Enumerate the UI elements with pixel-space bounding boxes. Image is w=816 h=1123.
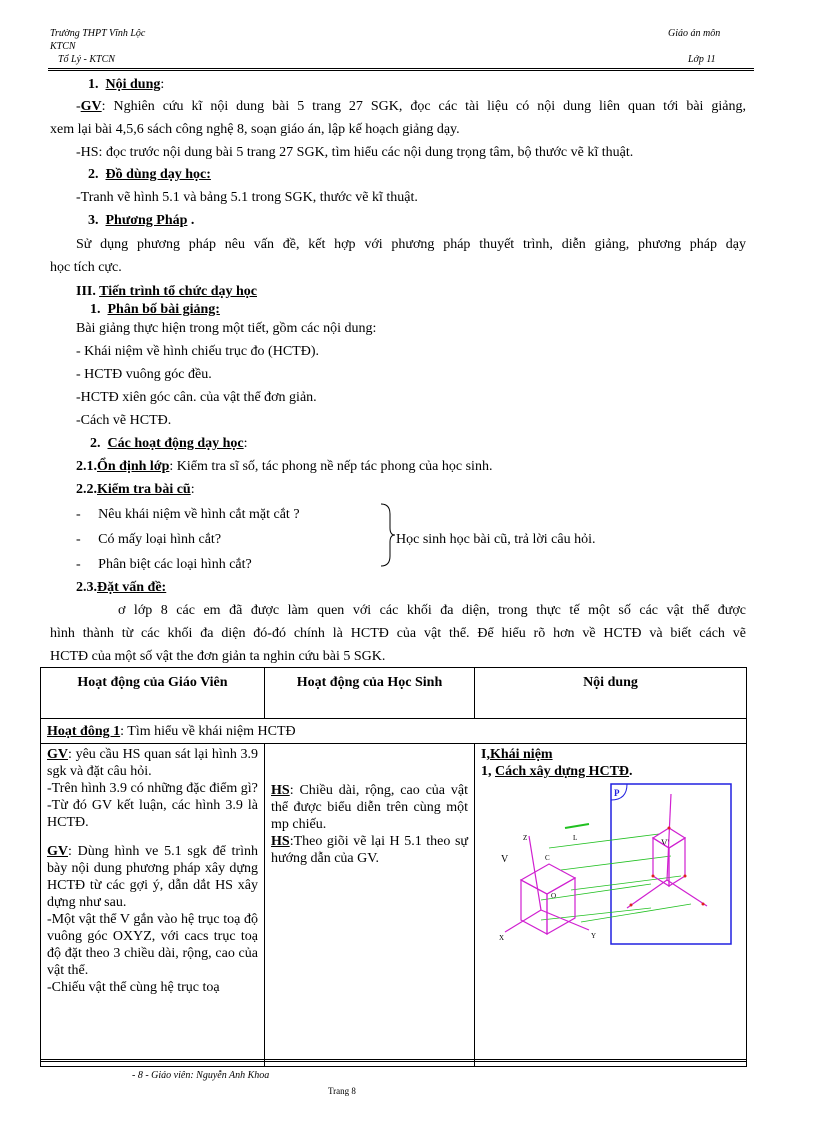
header-content: Nội dung (475, 668, 747, 719)
gv-prep-line-1: -GV: Nghiên cứu kĩ nội dung bài 5 trang 27 SGK, đọc các tài liệu có nội dung liên quan tới bài giảng, (76, 99, 746, 114)
activity-cell (41, 719, 747, 744)
hs-cell (265, 744, 475, 1067)
direction-l (565, 824, 589, 828)
phan-bo-heading (90, 300, 220, 320)
projection-plane (611, 784, 731, 944)
gv-text: : Dùng hình ve 5.1 sgk để trình bày nội dung phương pháp xây dựng HCTĐ từ các gợi ý, dẫn dắt HS xây dựng như sau. (47, 844, 258, 910)
ray (549, 834, 659, 848)
label-p: P (614, 788, 620, 798)
content-cell: I,Khái niệm 1, Cách xây dựng HCTĐ. P V V' L Z C O X Y (475, 744, 747, 1067)
point (702, 903, 705, 906)
class-name: Lớp 11 (688, 54, 716, 65)
object-v-prime (627, 794, 707, 908)
object-face (547, 878, 575, 934)
materials-text: -Tranh vẽ hình 5.1 và bảng 5.1 trong SGK, thước vẽ kĩ thuật. (76, 190, 418, 205)
gv-text: : yêu cầu HS quan sát lại hình 3.9 sgk và đặt câu hỏi. (47, 747, 258, 779)
point (668, 827, 671, 830)
section-3-title: Phương Pháp (105, 213, 188, 228)
table-row (41, 744, 747, 1067)
section-2-num: 2. (88, 167, 99, 182)
gv-label: GV (47, 844, 68, 859)
phan-bo-item: - HCTĐ vuông góc đều. (76, 367, 212, 382)
object-face (521, 864, 575, 894)
gv-conclusion: -Từ đó GV kết luận, các hình 3.9 là HCTĐ. (47, 798, 258, 830)
method-text-2: học tích cực. (50, 260, 122, 275)
on-dinh-line (76, 457, 492, 477)
gv-paragraph: -Chiếu vật thể cùng hệ trục toạ (47, 980, 220, 995)
footer-rule (40, 1059, 746, 1062)
section-1-title: Nội dung (105, 77, 161, 92)
hoat-dong-title: Các hoạt động dạy học (107, 436, 244, 451)
kiem-tra-question: - Phân biệt các loại hình cắt? (76, 557, 252, 572)
gv-paragraph: -Một vật thể V gắn vào hệ trục toạ độ vuông góc OXYZ, với cacs trục toạ độ đặt theo 3 chiều dài, rộng, cao của vật thể. (47, 912, 258, 978)
phan-bo-intro: Bài giảng thực hiện trong một tiết, gồm các nội dung: (76, 321, 377, 336)
axis-z (529, 836, 541, 910)
point (652, 875, 655, 878)
gv-label: GV (80, 99, 102, 114)
subject-label: Giáo án môn (668, 28, 721, 39)
footer-teacher: - 8 - Giáo viên: Nguyễn Anh Khoa (132, 1070, 270, 1081)
axis-x (505, 910, 541, 932)
content-heading: Khái niệm (489, 747, 553, 762)
section-2-title: Đồ dùng dạy học: (105, 167, 211, 182)
ray (561, 856, 671, 870)
dat-van-de-line: HCTĐ của một số vật the đơn giản ta nghin cứu bài 5 SGK. (50, 649, 386, 664)
gv-question: -Trên hình 3.9 có những đặc điểm gì? (47, 781, 258, 796)
kiem-tra-title: Kiểm tra bài cũ (97, 482, 191, 497)
label-l: L (573, 834, 578, 842)
content-heading-num: I, (481, 747, 490, 762)
section-3-heading: 3. Phương Pháp . (88, 213, 195, 228)
dat-van-de-num: 2.3. (76, 580, 97, 595)
hs-text: :Theo giõi vẽ lại H 5.1 theo sự hướng dẫn của GV. (271, 834, 468, 866)
phan-bo-item: - Khái niệm về hình chiếu trục đo (HCTĐ). (76, 344, 319, 359)
phan-bo-item: -HCTĐ xiên góc cân. của vật thể đơn giản. (76, 390, 317, 405)
section-1-heading: 1. Nội dung: (88, 77, 165, 92)
object-face (521, 880, 547, 934)
kiem-tra-question-text: Nêu khái niệm về hình cắt mặt cắt ? (98, 507, 300, 522)
hs-prep-line: -HS: đọc trước nội dung bài 5 trang 27 SGK, tìm hiểu các nội dung trọng tâm, bộ thước vẽ kĩ thuật. (76, 145, 634, 160)
dat-van-de-line: hình thành từ các khối đa diện đó-đó chính là HCTĐ của vật thể. Để hiểu rõ hơn về HCTĐ và biết cách vẽ (50, 626, 746, 641)
section-1-num: 1. (88, 77, 99, 92)
dat-van-de-title: Đặt vấn đề: (97, 580, 167, 595)
ray (541, 884, 651, 900)
school-name: Trường THPT Vĩnh Lộc (50, 28, 146, 39)
axis-y (541, 910, 589, 930)
hs-label: HS (271, 783, 290, 798)
ray (581, 904, 691, 922)
phan-bo-title: Phân bố bài giảng: (107, 302, 220, 317)
ray (541, 908, 651, 920)
kiem-tra-question: - Có mấy loại hình cắt? (76, 532, 222, 547)
label-z: Z (523, 834, 528, 842)
label-o: O (551, 892, 557, 900)
footer-page: Trang 8 (328, 1086, 356, 1096)
object-v (505, 836, 589, 934)
point (684, 875, 687, 878)
gv-label: GV (47, 747, 68, 762)
axonometric-figure (481, 780, 739, 950)
kiem-tra-num: 2.2. (76, 482, 97, 497)
content-sub: Cách xây dựng HCTĐ (495, 764, 630, 779)
label-x: X (499, 934, 505, 942)
hoat-dong-num: 2. (90, 436, 101, 451)
header-hs: Hoạt động của Học Sinh (265, 668, 475, 719)
label-c: C (545, 854, 550, 862)
gv-prep-text-1: : Nghiên cứu kĩ nội dung bài 5 trang 27 SGK, đọc các tài liệu có nội dung liên quan tới bài giảng, (101, 99, 746, 114)
activity-row (41, 719, 747, 744)
on-dinh-title: Ổn định lớp (97, 459, 170, 474)
hs-label: HS (271, 834, 290, 849)
content-sub-num: 1, (481, 764, 492, 779)
section-III-title: Tiến trình tổ chức dạy học (99, 284, 257, 299)
on-dinh-num: 2.1. (76, 459, 97, 474)
dat-van-de-heading (76, 578, 166, 598)
section-3-num: 3. (88, 213, 99, 228)
section-III-heading (76, 282, 257, 302)
label-v: V (501, 854, 509, 865)
kiem-tra-question-text: Phân biệt các loại hình cắt? (98, 557, 252, 572)
gv-prep-line-2: xem lại bài 4,5,6 sách công nghệ 8, soạn giáo án, lập kế hoạch giảng dạy. (50, 122, 460, 137)
header-rule (48, 68, 754, 71)
lesson-table (40, 667, 747, 1067)
phan-bo-item: -Cách vẽ HCTĐ. (76, 413, 172, 428)
projected-axis-y (667, 880, 707, 906)
table-header-row (41, 668, 747, 719)
curly-brace (378, 502, 396, 568)
phan-bo-num: 1. (90, 302, 101, 317)
projected-face (669, 838, 685, 886)
kiem-tra-question: - Nêu khái niệm về hình cắt mặt cắt ? (76, 507, 300, 522)
group-name: Tổ Lý - KTCN (58, 54, 115, 65)
method-text-1: Sử dụng phương pháp nêu vấn đề, kết hợp với phương pháp thuyết trình, diễn giảng, phương pháp dạy (76, 237, 746, 252)
section-III-num: III. (76, 284, 96, 299)
kiem-tra-heading: 2.2.Kiểm tra bài cũ: (76, 482, 195, 497)
label-y: Y (591, 932, 597, 940)
brace-text: Học sinh học bài cũ, trả lời câu hỏi. (396, 532, 596, 547)
header-gv: Hoạt động của Giáo Viên (41, 668, 265, 719)
point (630, 904, 633, 907)
gv-cell (41, 744, 265, 1067)
activity-text: : Tìm hiểu về khái niệm HCTĐ (120, 724, 296, 739)
hoat-dong-heading: 2. Các hoạt động dạy học: (90, 436, 248, 451)
dat-van-de-line: ơ lớp 8 các em đã được làm quen với các khối đa diện, trong thực tế một số các vật thể được (118, 603, 746, 618)
label-v-prime: V' (661, 838, 670, 848)
subject-code: KTCN (50, 41, 76, 52)
activity-label: Hoạt đông 1 (47, 724, 121, 739)
hs-text: : Chiều dài, rộng, cao của vật thể được biểu diễn trên cùng một mp chiếu. (271, 783, 468, 832)
kiem-tra-question-text: Có mấy loại hình cắt? (98, 532, 222, 547)
on-dinh-text: : Kiểm tra sĩ số, tác phong nề nếp tác phong của học sinh. (169, 459, 493, 474)
section-2-heading (88, 165, 211, 185)
